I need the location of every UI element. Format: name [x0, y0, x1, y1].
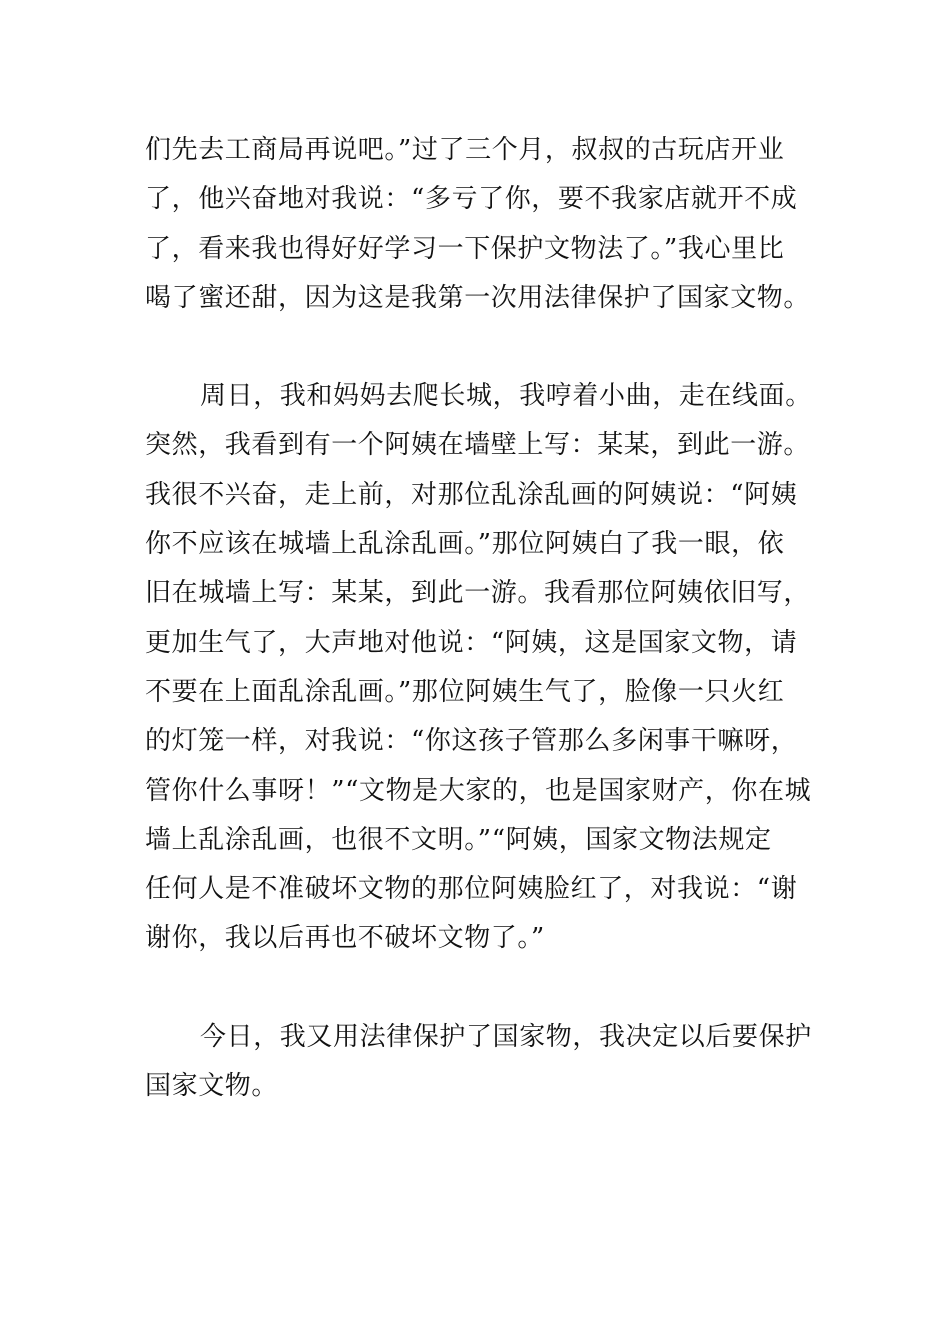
text-line: 的灯笼一样，对我说：“你这孩子管那么多闲事干嘛呀， [145, 726, 798, 757]
paragraph-2 [145, 372, 810, 964]
text-line: 墙上乱涂乱画，也很不文明。”“阿姨，国家文物法规定 [145, 824, 772, 855]
text-line: 了，看来我也得好好学习一下保护文物法了。”我心里比 [145, 233, 785, 264]
text-line: 了，他兴奋地对我说：“多亏了你，要不我家店就开不成 [145, 184, 798, 215]
text-line: 更加生气了，大声地对他说：“阿姨，这是国家文物，请 [145, 627, 798, 658]
text-line: 不要在上面乱涂乱画。”那位阿姨生气了，脸像一只火红 [145, 676, 785, 707]
text-line: 任何人是不准破坏文物的那位阿姨脸红了，对我说：“谢 [145, 874, 798, 905]
text-line: 我很不兴奋，走上前，对那位乱涂乱画的阿姨说：“阿姨 [145, 479, 798, 510]
text-line: 们先去工商局再说吧。”过了三个月，叔叔的古玩店开业 [145, 135, 785, 165]
text-line: 周日，我和妈妈去爬长城，我哼着小曲，走在线面。 [200, 381, 812, 412]
document-body [145, 126, 810, 1111]
text-line: 突然，我看到有一个阿姨在墙壁上写：某某，到此一游。 [145, 430, 811, 461]
paragraph-1 [145, 126, 810, 323]
paragraph-spacer [145, 323, 810, 372]
text-line: 你不应该在城墙上乱涂乱画。”那位阿姨白了我一眼，依 [145, 529, 785, 560]
text-line: 今日，我又用法律保护了国家物，我决定以后要保护 [200, 1021, 812, 1052]
text-line: 谢你，我以后再也不破坏文物了。” [145, 923, 545, 954]
text-line: 喝了蜜还甜，因为这是我第一次用法律保护了国家文物。 [145, 282, 811, 313]
text-line: 国家文物。 [145, 1071, 279, 1102]
paragraph-spacer [145, 964, 810, 1013]
paragraph-3 [145, 1013, 810, 1112]
text-line: 旧在城墙上写：某某，到此一游。我看那位阿姨依旧写， [145, 578, 811, 609]
text-line: 管你什么事呀！”“文物是大家的，也是国家财产，你在城 [145, 775, 812, 806]
